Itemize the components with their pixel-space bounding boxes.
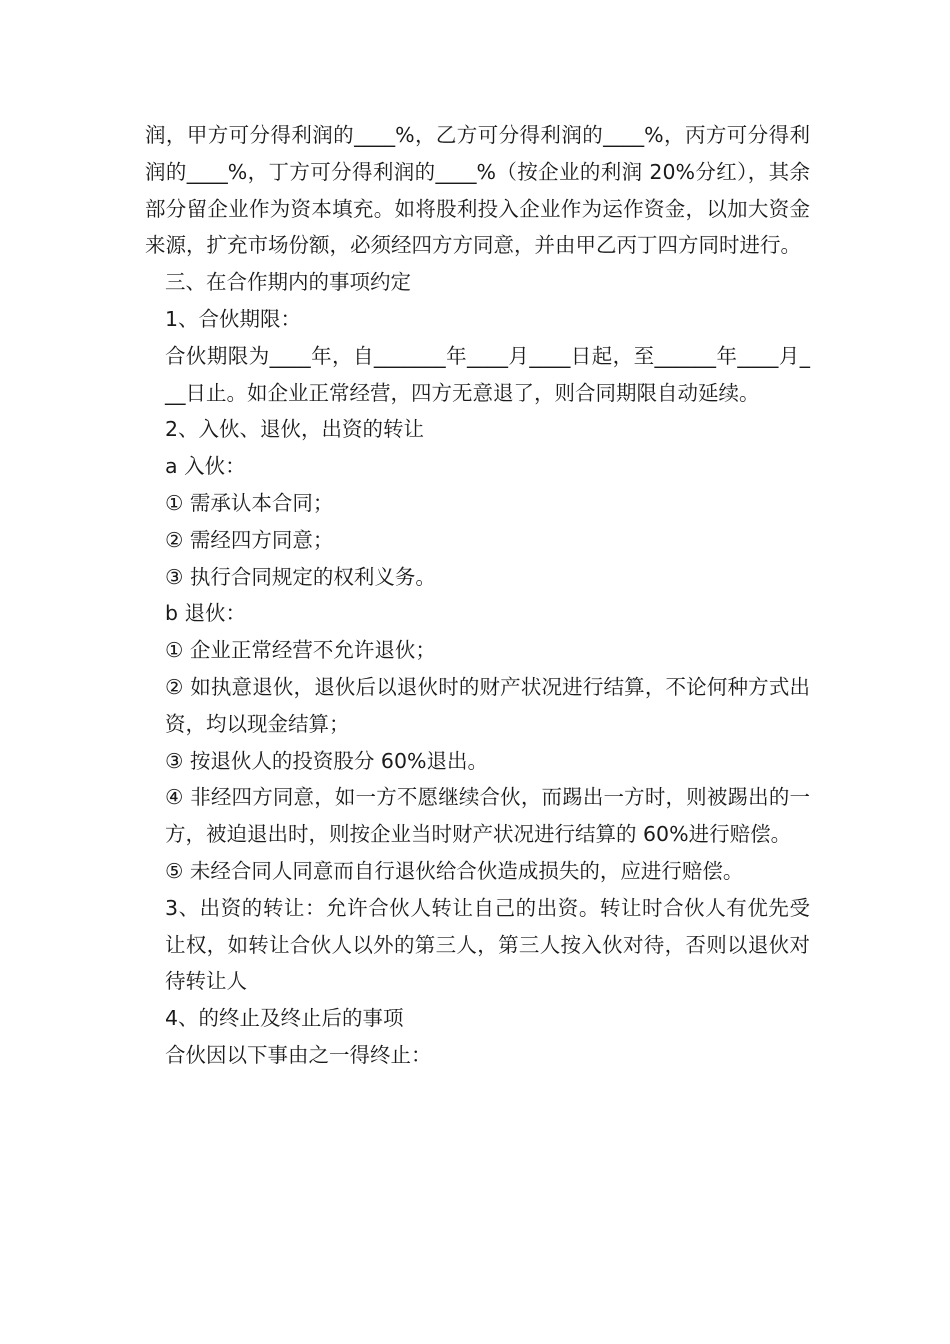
list-item-join-1: ① 需承认本合同； — [165, 490, 334, 515]
list-item-withdraw-1: ① 企业正常经营不允许退伙； — [165, 638, 436, 663]
paragraph-termination-reasons: 合伙因以下事由之一得终止： — [165, 1042, 432, 1067]
paragraph-partnership-term: 合伙期限为____年，自_______年____月____日起，至______年____月___日止。如企业正常经营，四方无意退了，则合同期限自动延续。 — [165, 343, 810, 405]
item-heading-join-withdraw-transfer: 2、入伙、退伙，出资的转让 — [165, 417, 425, 442]
list-item-join-2: ② 需经四方同意； — [165, 527, 334, 552]
list-item-withdraw-5: ⑤ 未经合同人同意而自行退伙给合伙造成损失的，应进行赔偿。 — [165, 858, 744, 883]
list-item-withdraw-2: ② 如执意退伙，退伙后以退伙时的财产状况进行结算，不论何种方式出资，均以现金结算； — [165, 674, 810, 736]
item-heading-termination: 4、的终止及终止后的事项 — [165, 1006, 404, 1031]
paragraph-profit-distribution: 润，甲方可分得利润的____%，乙方可分得利润的____%，丙方可分得利润的____%，丁方可分得利润的____%（按企业的利润 20%分红），其余部分留企业作为资本填充。如将股利投入企业作为运作资金，以加大资金来源，扩充市场份额，必须经四方方同意，并由甲乙丙丁四方同时进行。 — [145, 123, 810, 258]
subheading-join: a 入伙： — [165, 454, 246, 479]
subheading-withdraw: b 退伙： — [165, 601, 247, 626]
list-item-withdraw-3: ③ 按退伙人的投资股分 60%退出。 — [165, 748, 488, 773]
item-heading-partnership-term: 1、合伙期限： — [165, 306, 302, 331]
document-body — [145, 117, 810, 1074]
list-item-join-3: ③ 执行合同规定的权利义务。 — [165, 564, 436, 589]
list-item-withdraw-4: ④ 非经四方同意，如一方不愿继续合伙，而踢出一方时，则被踢出的一方，被迫退出时，则按企业当时财产状况进行结算的 60%进行赔偿。 — [165, 785, 810, 847]
paragraph-capital-transfer: 3、出资的转让：允许合伙人转让自己的出资。转让时合伙人有优先受让权，如转让合伙人以外的第三人，第三人按入伙对待，否则以退伙对待转让人 — [165, 895, 810, 994]
section-heading-cooperation-terms: 三、在合作期内的事项约定 — [165, 270, 411, 295]
